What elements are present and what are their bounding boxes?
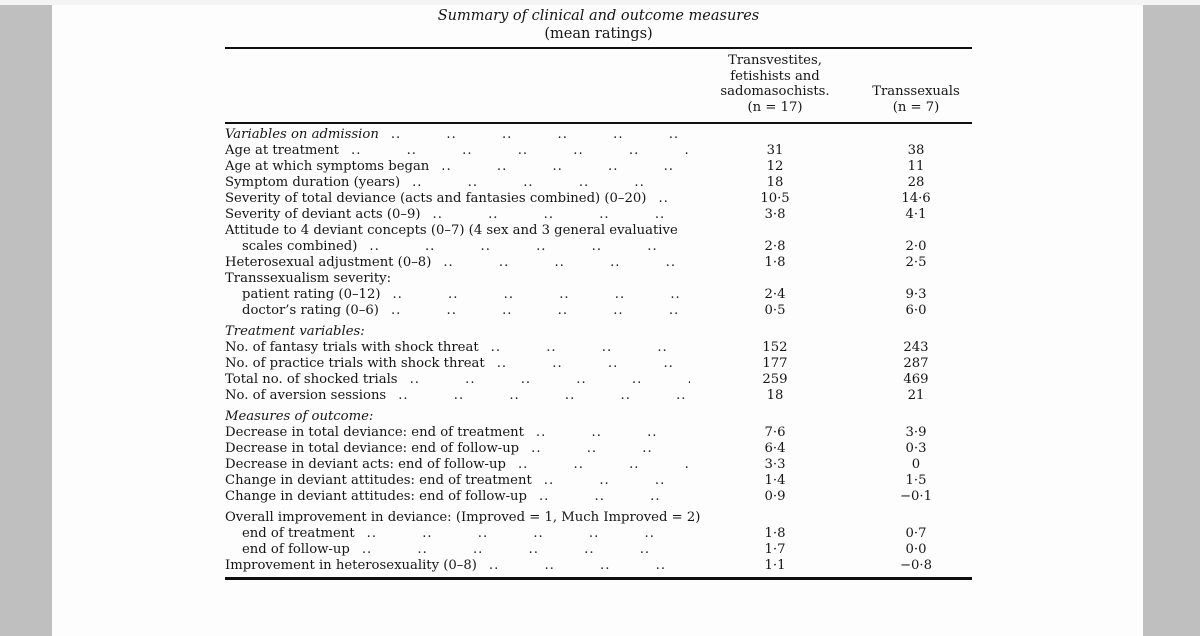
row-label: Age at treatment <box>225 143 339 158</box>
row-left <box>225 441 690 457</box>
row-left <box>225 526 690 542</box>
value-transvestites: 18 <box>766 175 784 190</box>
value-transsexuals: −0·1 <box>899 489 933 504</box>
dot-leader <box>357 239 690 255</box>
table-row <box>225 223 972 239</box>
value-transvestites: 10·5 <box>760 191 790 206</box>
dot-leader <box>477 558 690 574</box>
value-transsexuals: 28 <box>907 175 925 190</box>
table-row <box>225 159 972 175</box>
value-transvestites: 177 <box>762 356 788 371</box>
value-transvestites: 3·8 <box>764 207 786 222</box>
dot-leader <box>524 425 690 441</box>
row-label: Transsexualism severity: <box>225 271 392 286</box>
table-caption-text <box>558 4 639 5</box>
value-transsexuals: 469 <box>903 372 929 387</box>
row-label: Severity of total deviance (acts and fantasies combined) (0–20) <box>225 191 647 206</box>
table-row <box>225 542 972 558</box>
value-transvestites: 1·1 <box>764 558 786 573</box>
row-label: Decrease in total deviance: end of follow-up <box>225 441 520 456</box>
table-row <box>225 526 972 542</box>
row-left <box>225 127 690 143</box>
value-transvestites: 152 <box>762 340 788 355</box>
table-row <box>225 271 972 287</box>
table-row <box>225 191 972 207</box>
row-label: Change in deviant attitudes: end of follow-up <box>225 489 527 504</box>
value-transsexuals: 287 <box>903 356 929 371</box>
row-label: doctor’s rating (0–6) <box>242 303 379 318</box>
value-transvestites: 31 <box>766 143 784 158</box>
table-row <box>225 143 972 159</box>
value-transvestites: 1·8 <box>764 526 786 541</box>
header-line: sadomasochists. <box>720 84 830 99</box>
row-label: Decrease in total deviance: end of treatment <box>225 425 524 440</box>
row-left <box>225 175 690 191</box>
dot-leader <box>421 207 690 223</box>
value-transvestites: 3·3 <box>764 457 786 472</box>
row-label: No. of practice trials with shock threat <box>225 356 485 371</box>
table-row <box>225 441 972 457</box>
row-label: Variables on admission <box>225 127 379 142</box>
column-header-transsexuals <box>860 84 972 115</box>
row-left <box>225 191 690 207</box>
table-row <box>225 239 972 255</box>
dot-leader <box>429 159 690 175</box>
row-left <box>225 223 972 239</box>
header-line: fetishists and <box>730 68 820 84</box>
value-transvestites: 18 <box>766 388 784 403</box>
row-left <box>225 143 690 159</box>
value-transvestites: 2·8 <box>764 239 786 254</box>
value-transsexuals: 21 <box>907 388 925 403</box>
row-label: end of treatment <box>242 526 355 541</box>
row-label: Measures of outcome: <box>225 409 374 424</box>
row-label: Overall improvement in deviance: (Improved = 1, Much Improved = 2) <box>225 510 701 525</box>
row-left <box>225 489 690 505</box>
header-line: (n = 7) <box>892 99 940 115</box>
dot-leader <box>350 542 690 558</box>
dot-leader <box>400 175 690 191</box>
value-transsexuals: 243 <box>903 340 929 355</box>
row-label: patient rating (0–12) <box>242 287 381 302</box>
header-line: Transvestites, <box>728 53 822 68</box>
dot-leader <box>527 489 690 505</box>
value-transvestites: 0·9 <box>764 489 786 504</box>
dot-leader <box>379 303 690 319</box>
table-row <box>225 340 972 356</box>
value-transvestites: 6·4 <box>764 441 786 456</box>
value-transsexuals <box>860 127 972 143</box>
row-label: scales combined) <box>242 239 358 254</box>
table-rows <box>225 127 972 574</box>
dot-leader <box>431 255 690 271</box>
value-transvestites: 1·8 <box>764 255 786 270</box>
row-left <box>225 207 690 223</box>
value-transsexuals: 0·7 <box>905 526 927 541</box>
row-label: Heterosexual adjustment (0–8) <box>225 255 432 270</box>
row-left <box>225 239 690 255</box>
row-left <box>225 409 972 425</box>
value-transvestites: 7·6 <box>764 425 786 440</box>
row-label: No. of fantasy trials with shock threat <box>225 340 479 355</box>
dot-leader <box>485 356 690 372</box>
value-transvestites <box>690 127 860 143</box>
row-label: Symptom duration (years) <box>225 175 401 190</box>
table-row <box>225 457 972 473</box>
table-row <box>225 255 972 271</box>
value-transsexuals: 2·5 <box>905 255 927 270</box>
dot-leader <box>380 287 690 303</box>
value-transsexuals: 1·5 <box>905 473 927 488</box>
table-row <box>225 558 972 574</box>
row-label: Decrease in deviant acts: end of follow-up <box>225 457 506 472</box>
value-transsexuals: 9·3 <box>905 287 927 302</box>
row-label: Improvement in heterosexuality (0–8) <box>225 558 477 573</box>
column-header-transvestites <box>690 53 860 115</box>
table-row <box>225 175 972 191</box>
row-left <box>225 473 690 489</box>
dot-leader <box>532 473 690 489</box>
dot-leader <box>646 191 690 207</box>
dot-leader <box>506 457 690 473</box>
table-row <box>225 207 972 223</box>
row-label: Severity of deviant acts (0–9) <box>225 207 421 222</box>
value-transsexuals: 0·3 <box>905 441 927 456</box>
row-left <box>225 356 690 372</box>
row-label: No. of aversion sessions <box>225 388 387 403</box>
table-row <box>225 372 972 388</box>
value-transsexuals: −0·8 <box>899 558 933 573</box>
header-line: Transsexuals <box>872 84 960 99</box>
value-transvestites: 0·5 <box>764 303 786 318</box>
row-label: Attitude to 4 deviant concepts (0–7) (4 sex and 3 general evaluative <box>225 223 678 238</box>
table-row <box>225 303 972 319</box>
row-left <box>225 425 690 441</box>
table-row <box>225 388 972 404</box>
value-transsexuals: 6·0 <box>905 303 927 318</box>
value-transsexuals: 0 <box>911 457 921 472</box>
top-rule <box>225 47 972 49</box>
value-transvestites: 259 <box>762 372 788 387</box>
row-left <box>225 388 690 404</box>
dot-leader <box>519 441 690 457</box>
table-caption-clipped <box>225 0 972 5</box>
dot-leader <box>339 143 690 159</box>
header-rule <box>225 122 972 124</box>
value-transvestites: 2·4 <box>764 287 786 302</box>
bottom-rule <box>225 577 972 580</box>
dot-leader <box>379 127 690 143</box>
row-label: Age at which symptoms began <box>225 159 430 174</box>
value-transsexuals: 0·0 <box>905 542 927 557</box>
row-left <box>225 159 690 175</box>
dot-leader <box>355 526 690 542</box>
table-row <box>225 425 972 441</box>
table-subtitle: (mean ratings) <box>544 26 653 42</box>
value-transsexuals: 14·6 <box>901 191 931 206</box>
value-transsexuals: 11 <box>907 159 925 174</box>
value-transsexuals: 3·9 <box>905 425 927 440</box>
dot-leader <box>398 372 690 388</box>
row-left <box>225 303 690 319</box>
row-label: end of follow-up <box>242 542 350 557</box>
table-row <box>225 409 972 425</box>
table-row <box>225 489 972 505</box>
row-left <box>225 255 690 271</box>
table-title: Summary of clinical and outcome measures <box>437 8 760 24</box>
table-row <box>225 510 972 526</box>
table-row <box>225 356 972 372</box>
value-transvestites: 12 <box>766 159 784 174</box>
row-label: Total no. of shocked trials <box>225 372 398 387</box>
row-left <box>225 558 690 574</box>
row-label: Treatment variables: <box>225 324 365 339</box>
row-left <box>225 542 690 558</box>
row-left <box>225 287 690 303</box>
table-row <box>225 127 972 143</box>
table <box>225 0 972 600</box>
row-left <box>225 457 690 473</box>
value-transsexuals: 2·0 <box>905 239 927 254</box>
header-line: (n = 17) <box>747 99 803 115</box>
row-left <box>225 340 690 356</box>
dot-leader <box>386 388 690 404</box>
dot-leader <box>479 340 690 356</box>
table-row <box>225 287 972 303</box>
row-left <box>225 510 972 526</box>
value-transvestites: 1·4 <box>764 473 786 488</box>
value-transvestites: 1·7 <box>764 542 786 557</box>
row-left <box>225 324 972 340</box>
table-row <box>225 473 972 489</box>
table-row <box>225 324 972 340</box>
row-left <box>225 271 972 287</box>
row-label: Change in deviant attitudes: end of treatment <box>225 473 532 488</box>
value-transsexuals: 4·1 <box>905 207 927 222</box>
value-transsexuals: 38 <box>907 143 925 158</box>
row-left <box>225 372 690 388</box>
